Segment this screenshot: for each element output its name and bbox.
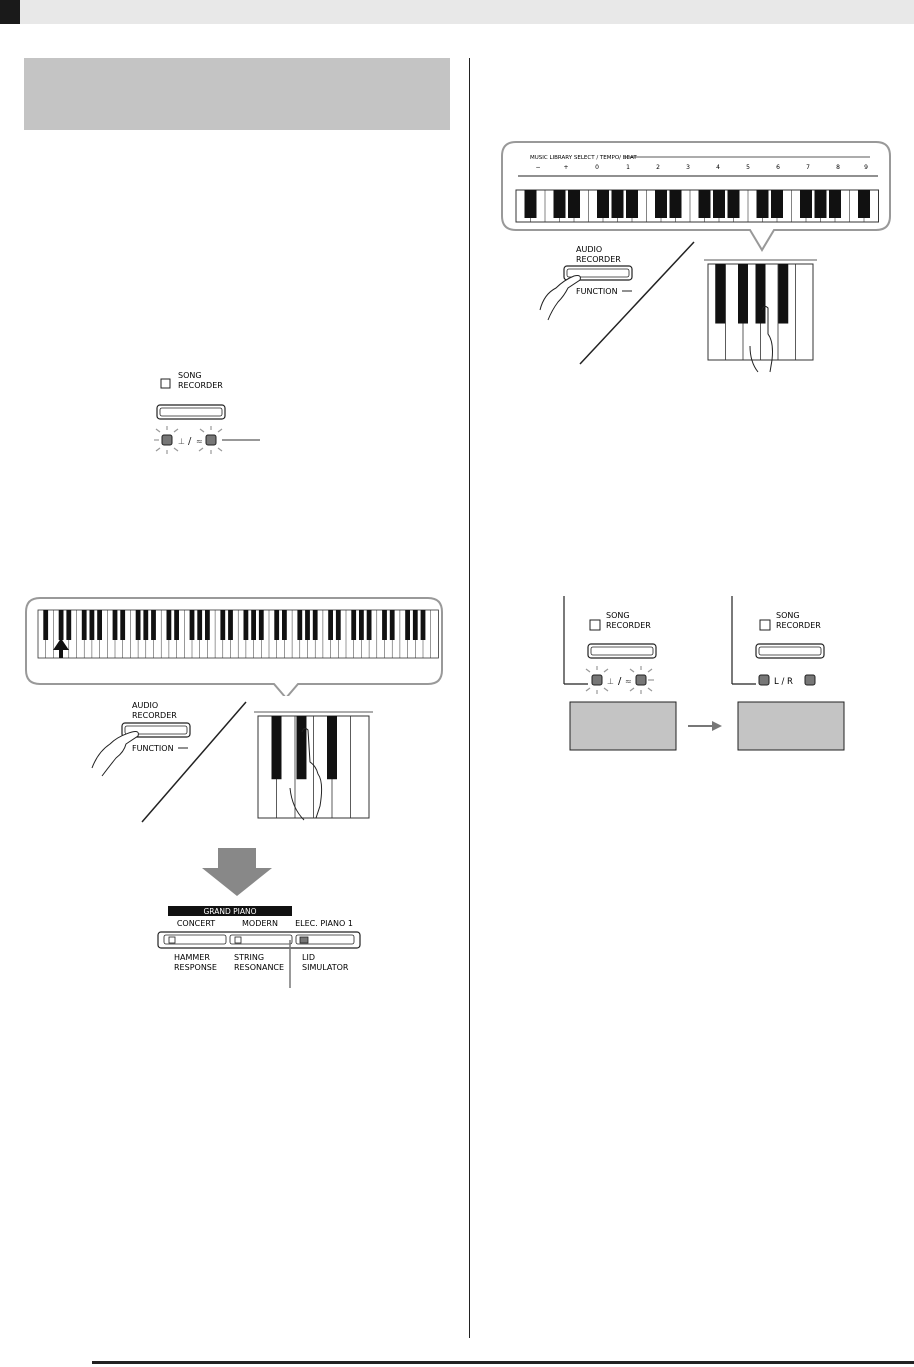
lr-label: L / R [774,677,793,687]
piano-closeup-2 [704,260,817,360]
right-lamp [206,435,216,445]
svg-text:⊥: ⊥ [178,437,185,446]
svg-text:/: / [188,436,192,447]
key-label: 8 [836,164,840,171]
lid-label: LID [302,953,315,962]
svg-text:≈: ≈ [196,437,203,446]
left-lamp-after [759,675,769,685]
song-label-before: SONG [606,611,630,620]
song-label-after: SONG [776,611,800,620]
display-box-before [570,702,676,750]
right-lamp-before [636,675,646,685]
audio-recorder-hand-illustration-2 [528,238,828,374]
keyboard-callout-illustration [24,596,450,696]
key-label: 9 [864,164,868,171]
right-lamp-after [805,675,815,685]
audio-recorder-hand-illustration [80,696,380,832]
response-label: RESPONSE [174,963,217,972]
audio-recorder-label-2: RECORDER [576,255,621,264]
left-lamp-before [592,675,602,685]
full-keyboard [38,610,438,658]
lr-state-transition-illustration [556,592,856,756]
simulator-label: SIMULATOR [302,963,349,972]
key-label: 0 [595,164,599,171]
song-recorder-blinking-illustration [140,368,280,460]
key-label: 2 [656,164,660,171]
audio-label: AUDIO [132,701,159,710]
svg-text:≈: ≈ [625,677,632,686]
page-footer-rule [92,1361,914,1364]
function-label-2: FUNCTION [576,287,618,296]
key-label: 4 [716,164,720,171]
key-label: 5 [746,164,750,171]
page-header-tab [0,0,20,24]
song-label: SONG [178,371,202,380]
recorder-label-after: RECORDER [776,621,821,630]
key-label: 3 [686,164,690,171]
grand-piano-label: GRAND PIANO [203,907,257,916]
function-label: FUNCTION [132,744,174,753]
key-label: 6 [776,164,780,171]
key-label: 7 [806,164,810,171]
key-label: − [535,164,541,171]
tone-modern-label: MODERN [242,919,278,928]
recorder-label: RECORDER [178,381,223,390]
display-box-after [738,702,844,750]
key-label: + [563,164,569,171]
down-arrow-icon [200,848,274,898]
tone-concert-label: CONCERT [176,919,216,928]
page-header-bar [0,0,914,24]
tone-epiano-label: ELEC. PIANO 1 [295,919,353,928]
resonance-label: RESONANCE [234,963,285,972]
music-library-header: MUSIC LIBRARY SELECT / TEMPO/ BEAT [530,155,637,161]
hand-icon-2 [540,276,580,321]
key-label: 1 [626,164,630,171]
audio-label-2: AUDIO [576,245,603,254]
tone-panel-illustration [156,904,366,988]
hammer-label: HAMMER [174,953,210,962]
column-divider [469,58,470,1338]
recorder-label-before: RECORDER [606,621,651,630]
right-arrow-icon [712,721,722,731]
left-lamp [162,435,172,445]
string-label: STRING [234,953,265,962]
audio-recorder-label: RECORDER [132,711,177,720]
svg-text:⊥: ⊥ [607,677,614,686]
music-library-keys [516,190,879,222]
section-header-box [24,58,450,130]
hand-icon [92,732,138,777]
svg-text:/: / [618,676,622,687]
